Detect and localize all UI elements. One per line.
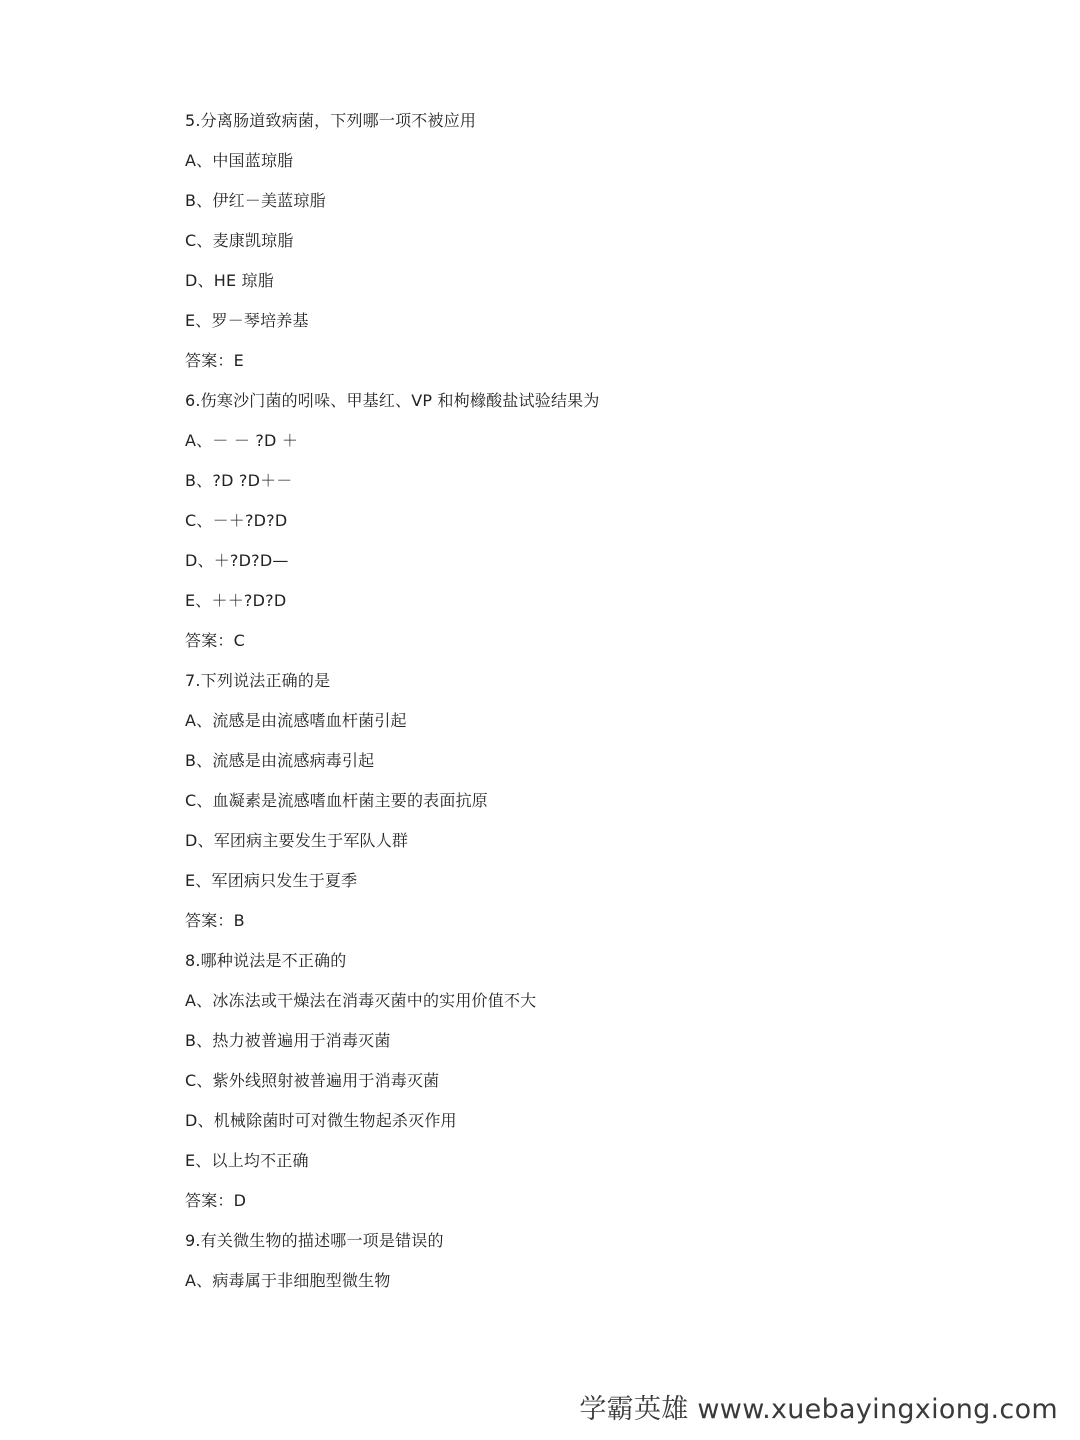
answer: 答案：B bbox=[185, 911, 245, 930]
question-6 bbox=[185, 381, 1045, 661]
option-a: A、流感是由流感嗜血杆菌引起 bbox=[185, 711, 407, 730]
option-e: E、＋＋?D?D bbox=[185, 591, 287, 610]
option-a: A、中国蓝琼脂 bbox=[185, 151, 294, 170]
option-b: B、热力被普遍用于消毒灭菌 bbox=[185, 1031, 391, 1050]
document-body bbox=[185, 101, 1045, 1301]
option-e: E、军团病只发生于夏季 bbox=[185, 871, 358, 890]
option-a: A、病毒属于非细胞型微生物 bbox=[185, 1271, 391, 1290]
question-stem: 6.伤寒沙门菌的吲哚、甲基红、VP 和枸橼酸盐试验结果为 bbox=[185, 391, 600, 410]
option-e: E、以上均不正确 bbox=[185, 1151, 309, 1170]
option-c: C、血凝素是流感嗜血杆菌主要的表面抗原 bbox=[185, 791, 488, 810]
question-stem: 9.有关微生物的描述哪一项是错误的 bbox=[185, 1231, 444, 1250]
answer: 答案：E bbox=[185, 351, 244, 370]
answer: 答案：D bbox=[185, 1191, 247, 1210]
option-d: D、机械除菌时可对微生物起杀灭作用 bbox=[185, 1111, 457, 1130]
option-d: D、＋?D?D— bbox=[185, 551, 289, 570]
option-d: D、军团病主要发生于军队人群 bbox=[185, 831, 409, 850]
option-d: D、HE 琼脂 bbox=[185, 271, 274, 290]
option-e: E、罗－琴培养基 bbox=[185, 311, 309, 330]
option-b: B、?D ?D＋－ bbox=[185, 471, 293, 490]
question-stem: 5.分离肠道致病菌，下列哪一项不被应用 bbox=[185, 111, 477, 130]
option-b: B、伊红－美蓝琼脂 bbox=[185, 191, 326, 210]
question-7 bbox=[185, 661, 1045, 941]
site-watermark: 学霸英雄 www.xuebayingxiong.com bbox=[579, 1394, 1058, 1425]
answer: 答案：C bbox=[185, 631, 245, 650]
question-9 bbox=[185, 1221, 1045, 1301]
option-b: B、流感是由流感病毒引起 bbox=[185, 751, 375, 770]
option-a: A、－ － ?D ＋ bbox=[185, 431, 299, 450]
question-5 bbox=[185, 101, 1045, 381]
option-c: C、－＋?D?D bbox=[185, 511, 288, 530]
option-c: C、紫外线照射被普遍用于消毒灭菌 bbox=[185, 1071, 440, 1090]
question-stem: 7.下列说法正确的是 bbox=[185, 671, 331, 690]
question-8 bbox=[185, 941, 1045, 1221]
option-c: C、麦康凯琼脂 bbox=[185, 231, 294, 250]
question-stem: 8.哪种说法是不正确的 bbox=[185, 951, 347, 970]
option-a: A、冰冻法或干燥法在消毒灭菌中的实用价值不大 bbox=[185, 991, 537, 1010]
